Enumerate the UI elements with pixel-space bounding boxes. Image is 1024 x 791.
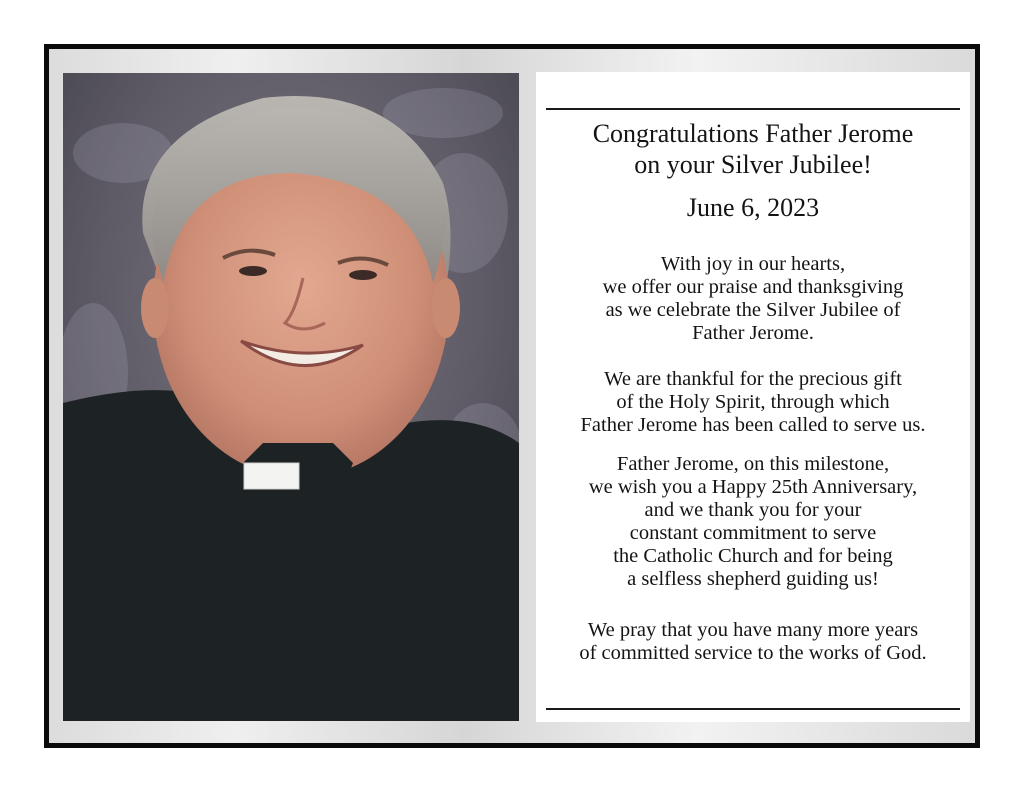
paragraph-line: of committed service to the works of God. bbox=[579, 642, 927, 664]
paragraph-line: and we thank you for your bbox=[644, 499, 862, 521]
paragraph-line: With joy in our hearts, bbox=[660, 253, 846, 275]
headline-line: on your Silver Jubilee! bbox=[634, 150, 872, 179]
paragraph-joy bbox=[536, 253, 970, 345]
paragraph-line: a selfless shepherd guiding us! bbox=[627, 568, 879, 590]
paragraph-line: constant commitment to serve bbox=[629, 522, 877, 544]
paragraph-line: as we celebrate the Silver Jubilee of bbox=[605, 299, 901, 321]
paragraph-thankful bbox=[536, 368, 970, 437]
paragraph-line: the Catholic Church and for being bbox=[613, 545, 893, 567]
paragraph-line: We pray that you have many more years bbox=[587, 619, 919, 641]
paragraph-line: Father Jerome has been called to serve us. bbox=[580, 414, 926, 436]
paragraph-line: We are thankful for the precious gift bbox=[604, 368, 902, 390]
certificate-frame bbox=[44, 44, 980, 748]
paragraph-line: Father Jerome, on this milestone, bbox=[616, 453, 890, 475]
jubilee-date: June 6, 2023 bbox=[686, 193, 820, 222]
portrait-illustration bbox=[63, 73, 519, 721]
paragraph-line: of the Holy Spirit, through which bbox=[616, 391, 890, 413]
message-panel bbox=[536, 72, 970, 722]
bottom-divider-line bbox=[546, 708, 960, 710]
paragraph-milestone bbox=[536, 453, 970, 591]
top-divider-line bbox=[546, 108, 960, 110]
headline-line: Congratulations Father Jerome bbox=[592, 119, 914, 148]
paragraph-line: we offer our praise and thanksgiving bbox=[602, 276, 904, 298]
headline bbox=[536, 118, 970, 180]
paragraph-line: we wish you a Happy 25th Anniversary, bbox=[588, 476, 918, 498]
paragraph-line: Father Jerome. bbox=[692, 322, 814, 344]
portrait-photo bbox=[63, 73, 519, 721]
paragraph-prayer bbox=[536, 619, 970, 665]
